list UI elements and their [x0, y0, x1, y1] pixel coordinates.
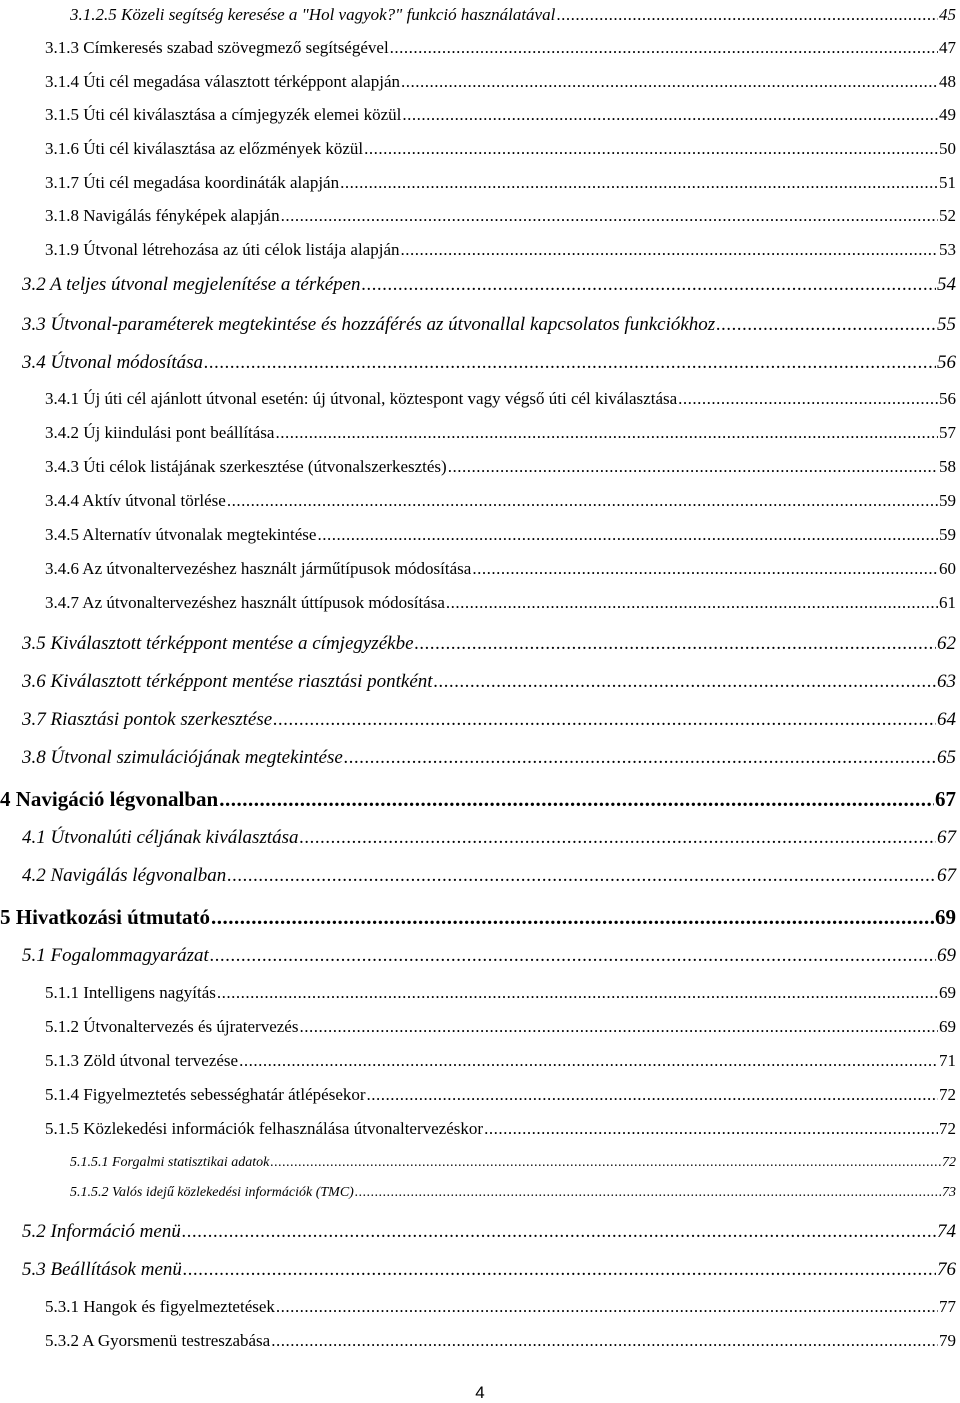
toc-entry-page: 54: [937, 274, 956, 295]
toc-entry[interactable]: [45, 105, 956, 125]
toc-entry[interactable]: [45, 1017, 956, 1037]
toc-entry[interactable]: [45, 1119, 956, 1139]
toc-entry[interactable]: [45, 38, 956, 58]
toc-entry[interactable]: [70, 5, 956, 25]
toc-entry-page: 55: [937, 314, 956, 335]
toc-entry-page: 59: [939, 525, 956, 544]
toc-entry-title: 5.3 Beállítások menü: [22, 1259, 182, 1280]
dot-leader: [362, 274, 936, 296]
toc-entry-page: 48: [939, 72, 956, 91]
dot-leader: [390, 38, 938, 58]
dot-leader: [415, 633, 936, 655]
dot-leader: [317, 525, 938, 545]
toc-entry-title: 5.2 Információ menü: [22, 1221, 181, 1242]
toc-entry[interactable]: [22, 865, 956, 887]
toc-entry-title: 3.1.2.5 Közeli segítség keresése a "Hol vagyok?" funkció használatával: [70, 5, 556, 24]
dot-leader: [217, 983, 938, 1003]
toc-entry-page: 59: [939, 491, 956, 510]
toc-entry[interactable]: [45, 559, 956, 579]
toc-entry[interactable]: [22, 352, 956, 374]
dot-leader: [299, 1017, 938, 1037]
toc-entry[interactable]: [22, 747, 956, 769]
toc-entry[interactable]: [45, 72, 956, 92]
toc-entry-title: 3.4.4 Aktív útvonal törlése: [45, 491, 226, 510]
dot-leader: [364, 139, 938, 159]
toc-entry-title: 3.8 Útvonal szimulációjának megtekintése: [22, 747, 343, 768]
dot-leader: [401, 240, 938, 260]
toc-entry-page: 67: [937, 827, 956, 848]
dot-leader: [239, 1051, 938, 1071]
toc-entry[interactable]: [45, 173, 956, 193]
page-number: 4: [475, 1383, 485, 1402]
toc-entry[interactable]: [45, 1085, 956, 1105]
toc-entry[interactable]: [22, 827, 956, 849]
dot-leader: [210, 945, 936, 967]
toc-entry-title: 5.1.5 Közlekedési információk felhasználása útvonaltervezéskor: [45, 1119, 484, 1138]
dot-leader: [204, 352, 936, 374]
toc-entry[interactable]: [22, 945, 956, 967]
dot-leader: [281, 206, 938, 226]
toc-entry-title: 5.1 Fogalommagyarázat: [22, 945, 209, 966]
toc-entry-title: 3.6 Kiválasztott térképpont mentése riasztási pontként: [22, 671, 433, 692]
dot-leader: [401, 72, 938, 92]
toc-entry-title: 5.1.3 Zöld útvonal tervezése: [45, 1051, 239, 1070]
dot-leader: [183, 1259, 936, 1281]
toc-entry-title: 3.4.6 Az útvonaltervezéshez használt járműtípusok módosítása: [45, 559, 472, 578]
toc-entry-title: 3.4.5 Alternatív útvonalak megtekintése: [45, 525, 317, 544]
toc-entry-page: 47: [939, 38, 956, 57]
toc-entry-title: 3.4.1 Új úti cél ajánlott útvonal esetén: új útvonal, köztespont vagy végső úti cél kiválasztása: [45, 389, 678, 408]
toc-entry[interactable]: [45, 593, 956, 613]
toc-entry-page: 61: [939, 593, 956, 612]
toc-entry-title: 3.5 Kiválasztott térképpont mentése a címjegyzékbe: [22, 633, 414, 654]
toc-entry[interactable]: [70, 1185, 956, 1201]
toc-entry-title: 5 Hivatkozási útmutató: [0, 905, 210, 929]
toc-entry[interactable]: [22, 709, 956, 731]
dot-leader: [227, 491, 938, 511]
dot-leader: [402, 105, 938, 125]
dot-leader: [355, 1185, 941, 1201]
dot-leader: [434, 671, 936, 693]
toc-entry-title: 5.1.2 Útvonaltervezés és újratervezés: [45, 1017, 299, 1036]
toc-entry-title: 3.1.3 Címkeresés szabad szövegmező segítségével: [45, 38, 389, 57]
toc-entry-title: 3.4.3 Úti célok listájának szerkesztése (útvonalszerkesztés): [45, 457, 447, 476]
dot-leader: [448, 457, 938, 477]
toc-entry-page: 79: [939, 1331, 956, 1350]
dot-leader: [556, 5, 938, 25]
dot-leader: [472, 559, 938, 579]
toc-entry[interactable]: [45, 240, 956, 260]
dot-leader: [211, 905, 934, 930]
dot-leader: [219, 787, 934, 812]
toc-entry-page: 69: [939, 1017, 956, 1036]
toc-entry[interactable]: [45, 1331, 956, 1351]
toc-entry-page: 64: [937, 709, 956, 730]
toc-entry-page: 51: [939, 173, 956, 192]
dot-leader: [300, 827, 936, 849]
toc-entry[interactable]: [45, 206, 956, 226]
toc-entry-page: 72: [942, 1155, 956, 1170]
toc-entry-page: 72: [939, 1085, 956, 1104]
toc-entry-title: 5.1.4 Figyelmeztetés sebességhatár átlépésekor: [45, 1085, 366, 1104]
toc-entry-title: 5.1.5.1 Forgalmi statisztikai adatok: [70, 1155, 270, 1170]
dot-leader: [678, 389, 938, 409]
toc-entry-title: 3.4.7 Az útvonaltervezéshez használt úttípusok módosítása: [45, 593, 445, 612]
toc-entry-page: 63: [937, 671, 956, 692]
toc-entry[interactable]: [45, 423, 956, 443]
dot-leader: [344, 747, 936, 769]
toc-entry-page: 76: [937, 1259, 956, 1280]
toc-entry[interactable]: [22, 1221, 956, 1243]
toc-entry-title: 3.4.2 Új kiindulási pont beállítása: [45, 423, 275, 442]
toc-entry[interactable]: [45, 491, 956, 511]
toc-entry[interactable]: [22, 1259, 956, 1281]
toc-entry-title: 3.1.9 Útvonal létrehozása az úti célok listája alapján: [45, 240, 400, 259]
toc-entry-page: 56: [937, 352, 956, 373]
toc-entry-title: 4 Navigáció légvonalban: [0, 787, 219, 811]
toc-entry-page: 77: [939, 1297, 956, 1316]
toc-entry-title: 3.3 Útvonal-paraméterek megtekintése és hozzáférés az útvonallal kapcsolatos funkciókhoz: [22, 314, 716, 335]
dot-leader: [276, 1297, 938, 1317]
toc-entry[interactable]: [45, 139, 956, 159]
toc-entry-page: 53: [939, 240, 956, 259]
toc-entry-page: 67: [937, 865, 956, 886]
toc-entry-page: 62: [937, 633, 956, 654]
toc-entry-page: 52: [939, 206, 956, 225]
toc-entry-title: 3.1.5 Úti cél kiválasztása a címjegyzék elemei közül: [45, 105, 402, 124]
dot-leader: [716, 314, 936, 336]
dot-leader: [227, 865, 936, 887]
toc-entry-title: 3.4 Útvonal módosítása: [22, 352, 204, 373]
toc-entry-title: 5.1.1 Intelligens nagyítás: [45, 983, 216, 1002]
toc-entry-page: 69: [935, 905, 956, 929]
toc-entry-title: 5.3.1 Hangok és figyelmeztetések: [45, 1297, 275, 1316]
toc-entry-page: 74: [937, 1221, 956, 1242]
toc-entry-title: 5.1.5.2 Valós idejű közlekedési információk (TMC): [70, 1185, 354, 1200]
toc-entry-page: 50: [939, 139, 956, 158]
toc-entry-title: 3.1.4 Úti cél megadása választott térképpont alapján: [45, 72, 400, 91]
toc-entry-title: 4.1 Útvonalúti céljának kiválasztása: [22, 827, 299, 848]
toc-entry-page: 73: [942, 1185, 956, 1200]
toc-entry[interactable]: [0, 905, 956, 930]
dot-leader: [484, 1119, 938, 1139]
toc-entry[interactable]: [45, 389, 956, 409]
dot-leader: [446, 593, 938, 613]
dot-leader: [275, 423, 938, 443]
toc-entry[interactable]: [22, 314, 956, 336]
toc-entry-page: 71: [939, 1051, 956, 1070]
toc-entry-title: 5.3.2 A Gyorsmenü testreszabása: [45, 1331, 271, 1350]
toc-entry-title: 3.1.6 Úti cél kiválasztása az előzmények közül: [45, 139, 364, 158]
dot-leader: [271, 1331, 938, 1351]
dot-leader: [273, 709, 936, 731]
toc-entry-page: 60: [939, 559, 956, 578]
toc-entry[interactable]: [0, 787, 956, 812]
toc-entry[interactable]: [45, 1297, 956, 1317]
toc-entry-page: 69: [939, 983, 956, 1002]
toc-entry-page: 58: [939, 457, 956, 476]
toc-entry[interactable]: [45, 1051, 956, 1071]
toc-entry-title: 3.2 A teljes útvonal megjelenítése a térképen: [22, 274, 361, 295]
toc-entry-page: 56: [939, 389, 956, 408]
toc-entry-page: 57: [939, 423, 956, 442]
toc-entry[interactable]: [45, 457, 956, 477]
toc-entry[interactable]: [45, 983, 956, 1003]
toc-entry[interactable]: [70, 1155, 956, 1171]
dot-leader: [367, 1085, 938, 1105]
toc-entry-page: 72: [939, 1119, 956, 1138]
toc-entry[interactable]: [22, 671, 956, 693]
dot-leader: [270, 1155, 941, 1171]
toc-entry-page: 45: [939, 5, 956, 24]
dot-leader: [182, 1221, 936, 1243]
toc-entry-page: 49: [939, 105, 956, 124]
toc-entry-title: 3.1.7 Úti cél megadása koordináták alapján: [45, 173, 340, 192]
dot-leader: [340, 173, 938, 193]
toc-entry-page: 69: [937, 945, 956, 966]
toc-entry-title: 4.2 Navigálás légvonalban: [22, 865, 227, 886]
toc-entry-title: 3.7 Riasztási pontok szerkesztése: [22, 709, 273, 730]
toc-entry[interactable]: [22, 633, 956, 655]
toc-entry-page: 65: [937, 747, 956, 768]
toc-entry[interactable]: [45, 525, 956, 545]
toc-entry-title: 3.1.8 Navigálás fényképek alapján: [45, 206, 280, 225]
toc-entry[interactable]: [22, 274, 956, 296]
toc-entry-page: 67: [935, 787, 956, 811]
